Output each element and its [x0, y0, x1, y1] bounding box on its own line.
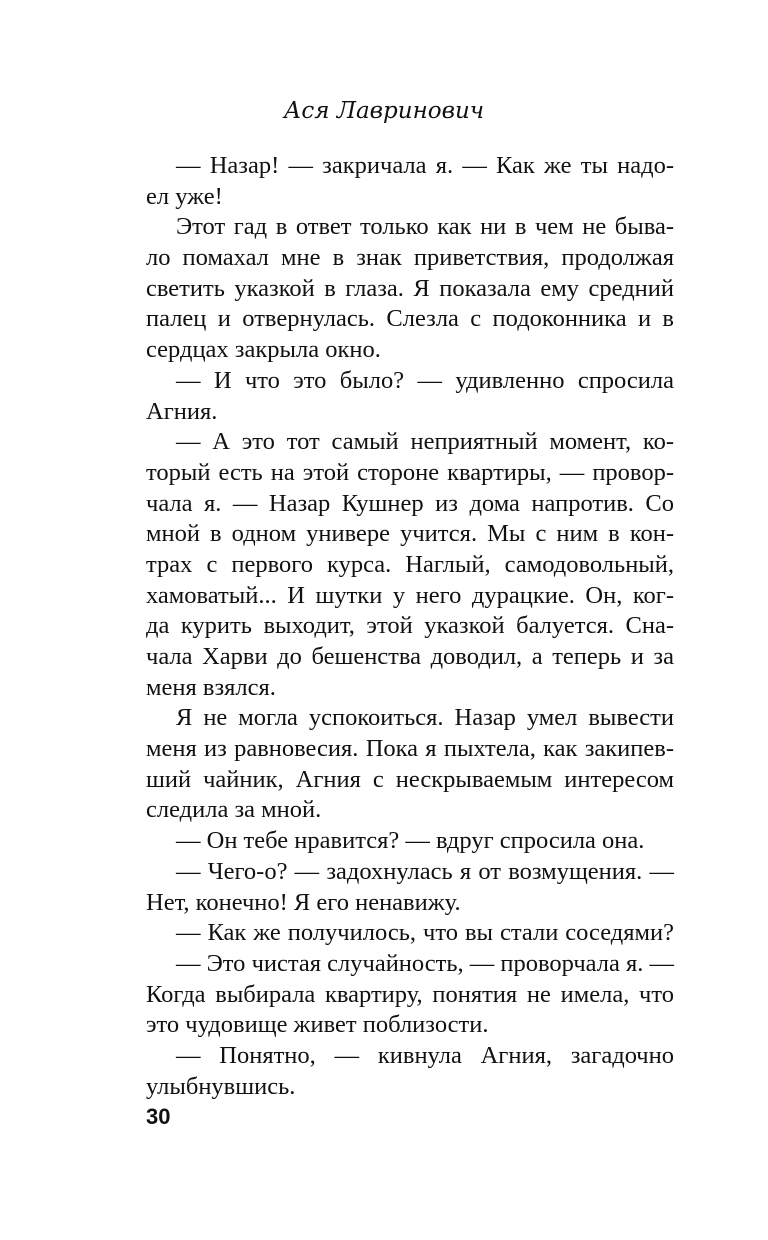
text-line: — Назар! — закричала я. — Как же ты надо- — [176, 152, 674, 179]
text-line: да курить выходит, этой указкой балуется. Сна- — [146, 612, 674, 640]
text-line: трах с первого курса. Наглый, самодовольный, — [146, 550, 674, 578]
text-line: ел уже! — [146, 182, 223, 210]
text-line: — И что это было? — удивленно спросила — [176, 366, 674, 394]
text-line: — Как же получилось, что вы стали соседями? — [176, 919, 674, 947]
text-line: светить указкой в глаза. Я показала ему средний — [146, 274, 674, 302]
text-line: мной в одном универе учится. Мы с ним в кон- — [146, 520, 674, 548]
text-line: это чудовище живет поблизости. — [146, 1011, 489, 1039]
text-line: улыбнувшись. — [146, 1072, 296, 1100]
text-line: — Понятно, — кивнула Агния, загадочно — [176, 1041, 674, 1069]
text-line: Нет, конечно! Я его ненавижу. — [146, 888, 461, 916]
page-number: 30 — [146, 1104, 171, 1129]
body-text — [146, 151, 674, 1102]
text-line: Когда выбирала квартиру, понятия не имела, что — [146, 980, 674, 1008]
text-line: — Это чистая случайность, — проворчала я. — — [176, 949, 674, 977]
running-head-author: Ася Лавринович — [283, 98, 485, 124]
text-line: Я не могла успокоиться. Назар умел вывести — [176, 704, 674, 732]
text-line: Агния. — [146, 397, 218, 425]
text-line: — Чего-о? — задохнулась я от возмущения. — — [176, 857, 674, 885]
text-line: следила за мной. — [146, 796, 322, 824]
text-line: торый есть на этой стороне квартиры, — провор- — [146, 458, 674, 486]
text-line: — А это тот самый неприятный момент, ко- — [176, 428, 674, 456]
text-line: хамоватый... И шутки у него дурацкие. Он, ког- — [146, 581, 674, 609]
text-line: чала я. — Назар Кушнер из дома напротив. Со — [146, 489, 674, 517]
text-line: сердцах закрыла окно. — [146, 336, 381, 364]
text-line: Этот гад в ответ только как ни в чем не быва- — [176, 213, 674, 241]
text-line: меня взялся. — [146, 673, 276, 701]
text-line: палец и отвернулась. Слезла с подоконника и в — [146, 305, 674, 333]
text-line: чала Харви до бешенства доводил, а теперь и за — [146, 643, 674, 670]
text-line: меня из равновесия. Пока я пыхтела, как закипев- — [146, 735, 674, 763]
text-line: — Он тебе нравится? — вдруг спросила она. — [176, 827, 645, 855]
text-line: ший чайник, Агния с нескрываемым интересом — [146, 765, 674, 793]
text-line: ло помахал мне в знак приветствия, продолжая — [146, 244, 674, 272]
